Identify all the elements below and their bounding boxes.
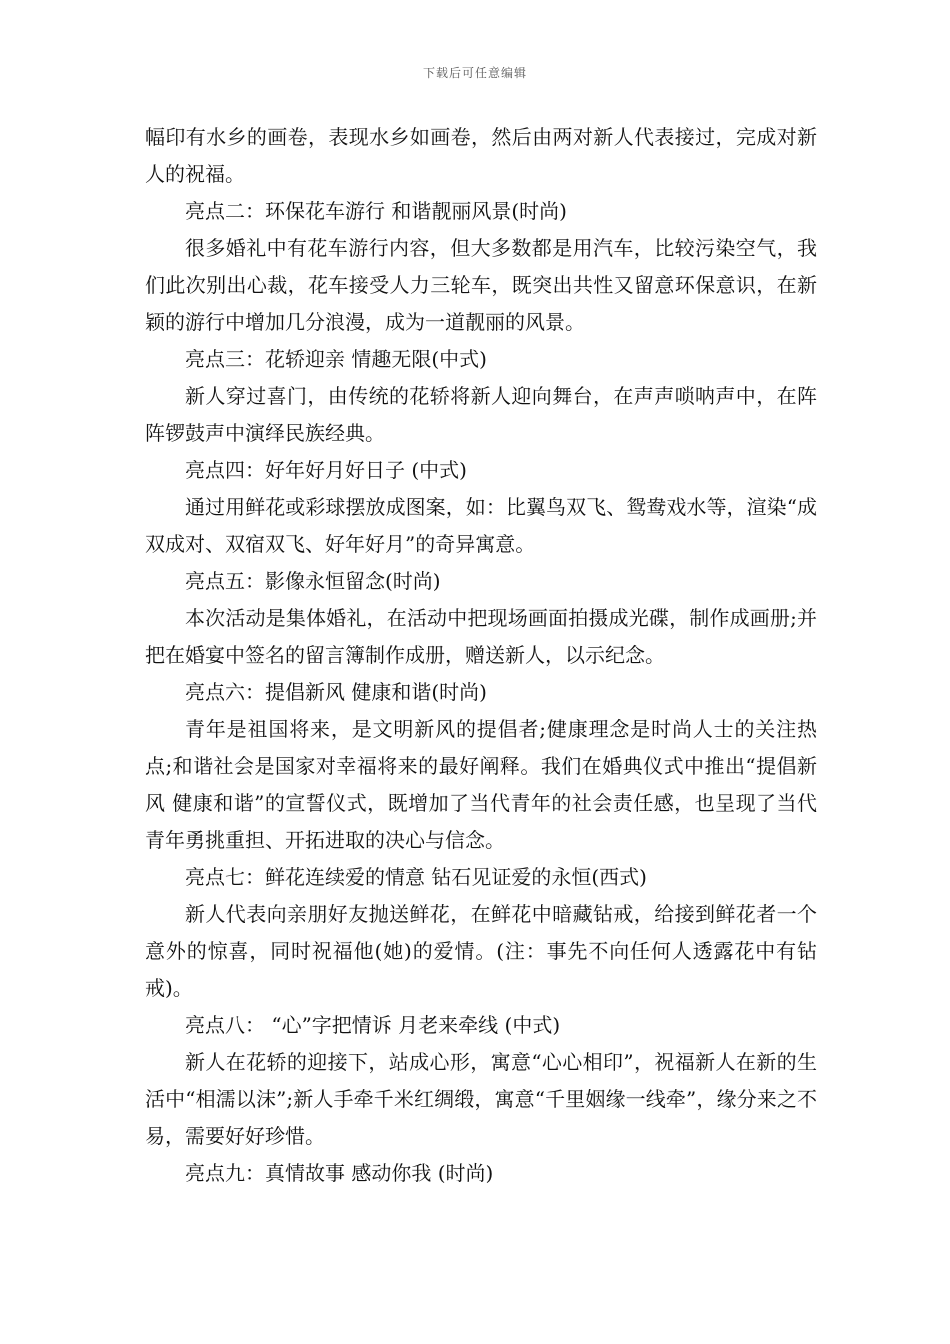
section-heading-highlight-4: 亮点四：好年好月好日子 (中式) (185, 458, 467, 482)
paragraph-highlight-3: 新人穿过喜门，由传统的花轿将新人迎向舞台，在声声唢呐声中，在阵阵锣鼓声中演绎民族经典。 (145, 384, 817, 445)
section-heading-highlight-9: 亮点九：真情故事 感动你我 (时尚) (185, 1161, 494, 1185)
section-heading-highlight-2: 亮点二：环保花车游行 和谐靓丽风景(时尚) (185, 199, 567, 223)
paragraph-highlight-7: 新人代表向亲朋好友抛送鲜花，在鲜花中暗藏钻戒，给接到鲜花者一个意外的惊喜，同时祝福他(她)的爱情。(注：事先不向任何人透露花中有钻戒)。 (145, 902, 817, 1000)
section-heading-highlight-7: 亮点七：鲜花连续爱的情意 钻石见证爱的永恒(西式) (185, 865, 647, 889)
section-heading-highlight-6: 亮点六：提倡新风 健康和谐(时尚) (185, 680, 487, 704)
paragraph-highlight-4: 通过用鲜花或彩球摆放成图案，如：比翼鸟双飞、鸳鸯戏水等，渲染“成双成对、双宿双飞、好年好月”的奇异寓意。 (145, 495, 817, 556)
page-header-note: 下载后可任意编辑 (422, 66, 527, 80)
section-heading-highlight-3: 亮点三：花轿迎亲 情趣无限(中式) (185, 347, 487, 371)
paragraph-continuation: 幅印有水乡的画卷，表现水乡如画卷，然后由两对新人代表接过，完成对新人的祝福。 (145, 125, 817, 186)
paragraph-highlight-5: 本次活动是集体婚礼，在活动中把现场画面拍摄成光碟，制作成画册;并把在婚宴中签名的留言簿制作成册，赠送新人，以示纪念。 (145, 606, 817, 667)
paragraph-highlight-2: 很多婚礼中有花车游行内容，但大多数都是用汽车，比较污染空气，我们此次别出心裁，花车接受人力三轮车，既突出共性又留意环保意识，在新颖的游行中增加几分浪漫，成为一道靓丽的风景。 (145, 236, 817, 334)
section-heading-highlight-8: 亮点八： “心”字把情诉 月老来牵线 (中式) (185, 1013, 561, 1037)
document-body (145, 119, 817, 1192)
section-heading-highlight-5: 亮点五：影像永恒留念(时尚) (185, 569, 441, 593)
paragraph-highlight-6: 青年是祖国将来，是文明新风的提倡者;健康理念是时尚人士的关注热点;和谐社会是国家对幸福将来的最好阐释。我们在婚典仪式中推出“提倡新风 健康和谐”的宣誓仪式，既增加了当代青年的社会责任感，也呈现了当代青年勇挑重担、开拓进取的决心与信念。 (145, 717, 817, 852)
paragraph-highlight-8: 新人在花轿的迎接下，站成心形，寓意“心心相印”，祝福新人在新的生活中“相濡以沫”;新人手牵千米红绸缎，寓意“千里姻缘一线牵”，缘分来之不易，需要好好珍惜。 (145, 1050, 817, 1148)
